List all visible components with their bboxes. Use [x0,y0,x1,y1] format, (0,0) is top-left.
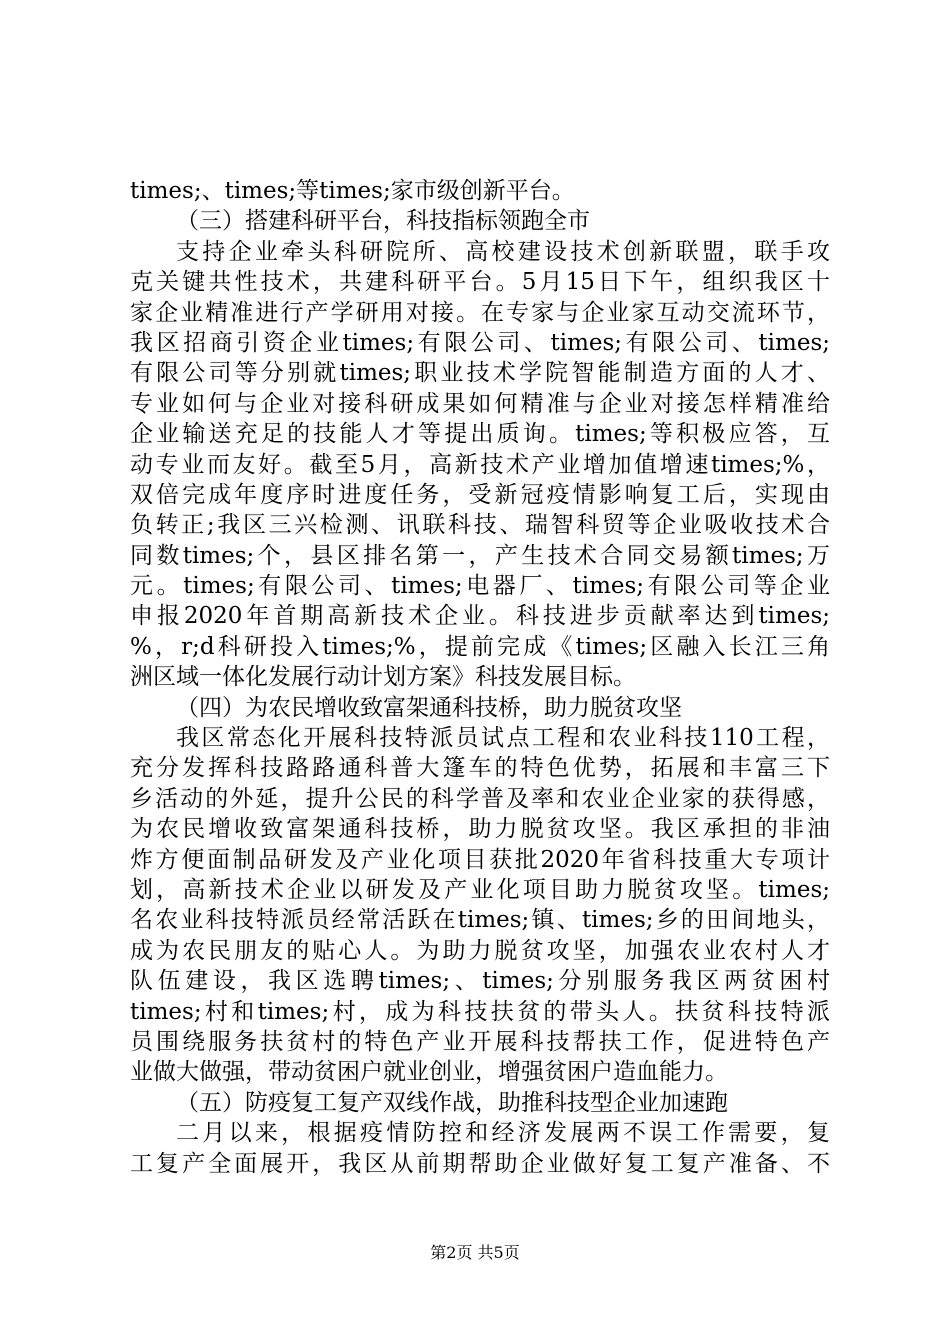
text-line: times;、times;等times;家市级创新平台。 [130,178,575,204]
text-line: 家企业精准进行产学研用对接。在专家与企业家互动交流环节， [130,299,830,326]
text-line: 员围绕服务扶贫村的特色产业开展科技帮扶工作，促进特色产 [130,1028,830,1055]
paragraph-start-line: 支持企业牵头科研院所、高校建设技术创新联盟，联手攻 [176,238,830,265]
text-line: 我区招商引资企业times;有限公司、times;有限公司、times; [130,329,830,356]
document-body [130,176,830,1179]
text-line: 队伍建设，我区选聘times;、times;分别服务我区两贫困村 [130,968,830,995]
text-line: 申报2020年首期高新技术企业。科技进步贡献率达到times; [130,603,830,630]
text-line: 划，高新技术企业以研发及产业化项目助力脱贫攻坚。times; [130,876,830,903]
section-heading-4: （四）为农民增收致富架通科技桥，助力脱贫攻坚 [176,694,682,721]
text-line: %，r;d科研投入times;%，提前完成《times;区融入长江三角 [130,633,830,660]
text-line: 双倍完成年度序时进度任务，受新冠疫情影响复工后，实现由 [130,481,830,508]
text-line: 充分发挥科技路路通科普大篷车的特色优势，拓展和丰富三下 [130,755,830,782]
text-line: times;村和times;村，成为科技扶贫的带头人。扶贫科技特派 [130,998,830,1025]
section-heading-5: （五）防疫复工复产双线作战，助推科技型企业加速跑 [176,1089,728,1116]
page-number-label: 第2页 共5页 [430,1243,520,1262]
text-line: 克关键共性技术，共建科研平台。5月15日下午，组织我区十 [130,269,830,296]
paragraph-start-line: 我区常态化开展科技特派员试点工程和农业科技110工程， [176,725,830,752]
text-line: 专业如何与企业对接科研成果如何精准与企业对接怎样精准给 [130,390,830,417]
text-line: 成为农民朋友的贴心人。为助力脱贫攻坚，加强农业农村人才 [130,937,830,964]
paragraph-start-line: 二月以来，根据疫情防控和经济发展两不误工作需要，复 [176,1120,830,1147]
text-line: 名农业科技特派员经常活跃在times;镇、times;乡的田间地头， [130,907,830,934]
text-line: 元。times;有限公司、times;电器厂、times;有限公司等企业 [130,573,830,600]
text-line: 洲区域一体化发展行动计划方案》科技发展目标。 [130,664,636,691]
text-line: 负转正;我区三兴检测、讯联科技、瑞智科贸等企业吸收技术合 [130,512,830,539]
text-line: 工复产全面展开，我区从前期帮助企业做好复工复产准备、不 [130,1150,830,1177]
text-line: 企业输送充足的技能人才等提出质询。times;等积极应答，互 [130,421,830,448]
text-line: 为农民增收致富架通科技桥，助力脱贫攻坚。我区承担的非油 [130,816,830,843]
text-line: 业做大做强，带动贫困户就业创业，增强贫困户造血能力。 [130,1059,728,1086]
text-line: 同数times;个，县区排名第一，产生技术合同交易额times;万 [130,542,830,569]
section-heading-3: （三）搭建科研平台，科技指标领跑全市 [176,208,590,235]
page-footer [0,1243,950,1263]
text-line: 动专业而友好。截至5月，高新技术产业增加值增速times;%， [130,451,830,478]
text-line: 炸方便面制品研发及产业化项目获批2020年省科技重大专项计 [130,846,830,873]
text-line: 有限公司等分别就times;职业技术学院智能制造方面的人才、 [130,360,830,387]
text-line: 乡活动的外延，提升公民的科学普及率和农业企业家的获得感， [130,785,830,812]
